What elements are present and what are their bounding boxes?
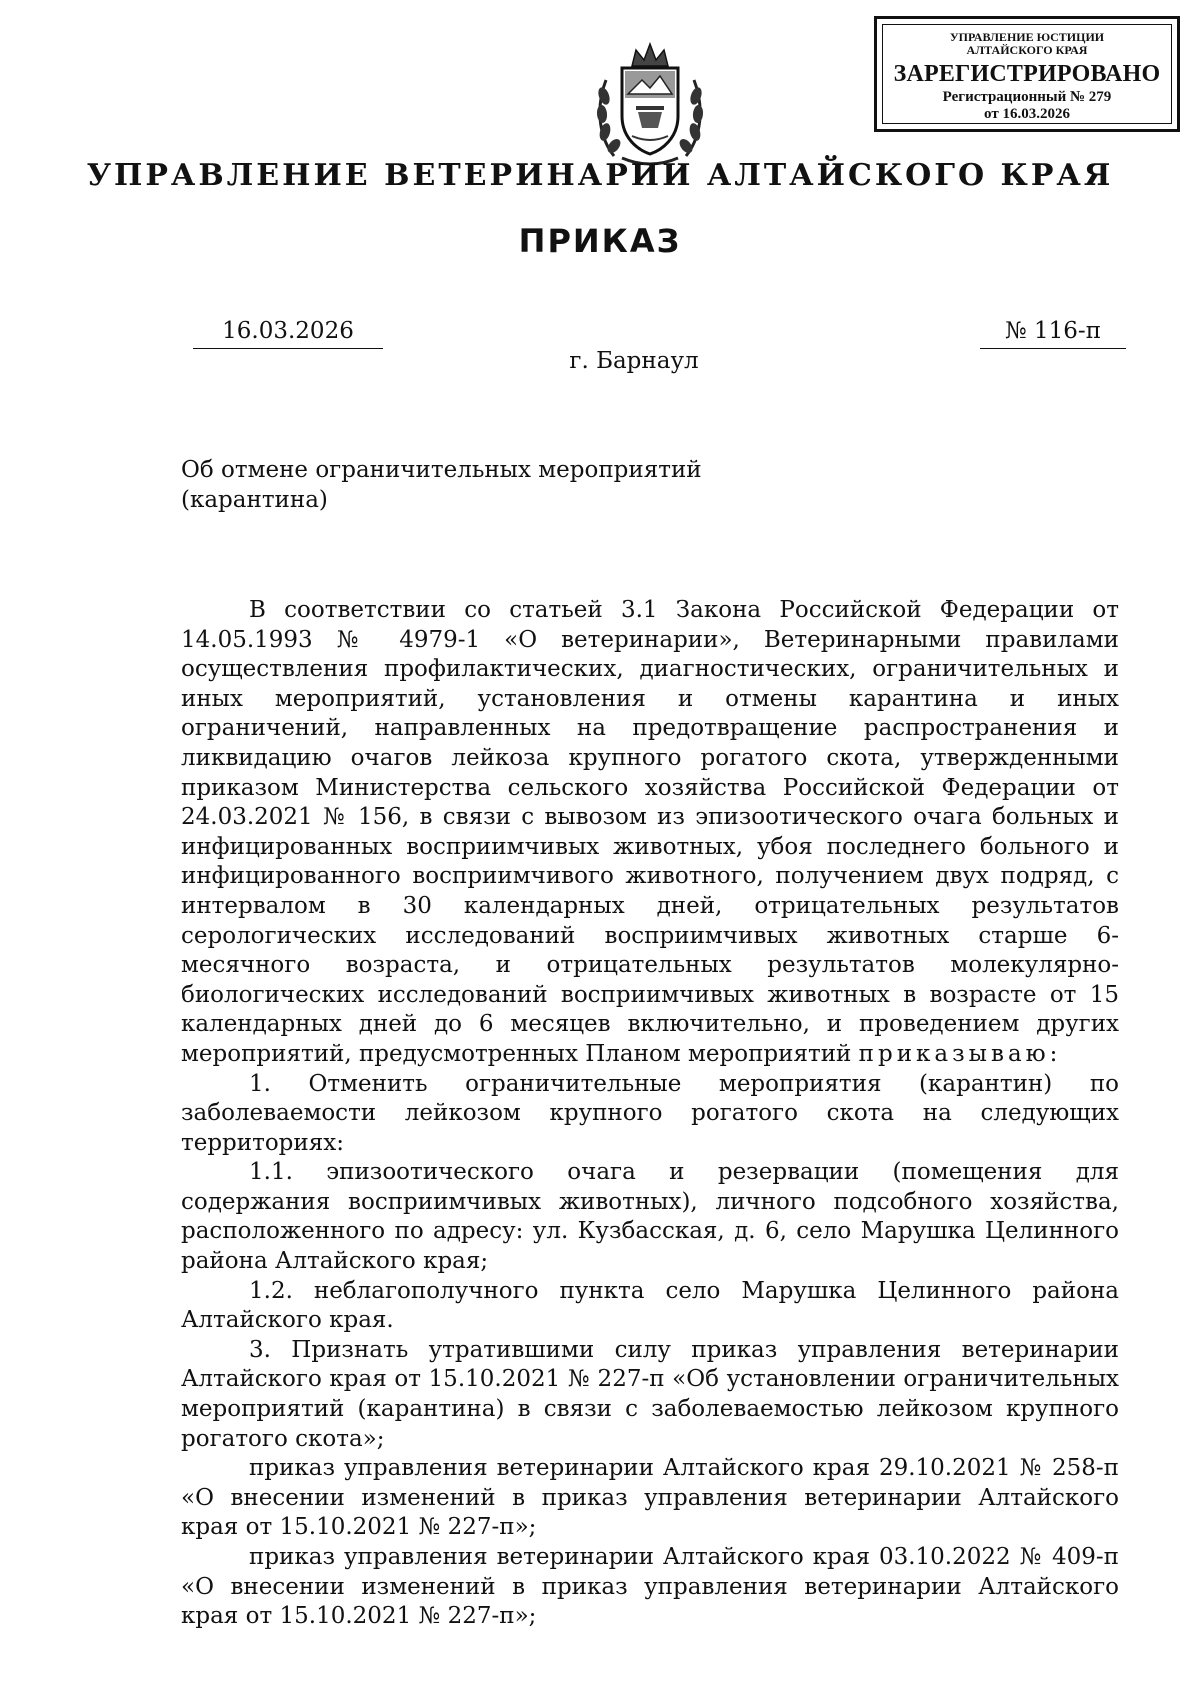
altai-krai-coat-of-arms-icon bbox=[592, 36, 708, 172]
organization-title: УПРАВЛЕНИЕ ВЕТЕРИНАРИИ АЛТАЙСКОГО КРАЯ bbox=[86, 158, 1114, 193]
clause-1-2: 1.2. неблагополучного пункта село Марушка Целинного района Алтайского края. bbox=[181, 1277, 1119, 1334]
order-directive-word: приказываю: bbox=[858, 1040, 1062, 1067]
stamp-registration-number: Регистрационный № 279 bbox=[942, 89, 1112, 105]
order-subject bbox=[181, 455, 702, 515]
clause-3-repealed-order-b: приказ управления ветеринарии Алтайского края 03.10.2022 № 409-п «О внесении изменений в приказ управления ветеринарии Алтайского края от 15.10.2021 № 227-п»; bbox=[181, 1544, 1119, 1630]
preamble-paragraph bbox=[181, 596, 1119, 1070]
clause-1: 1. Отменить ограничительные мероприятия (карантин) по заболеваемости лейкозом крупного рогатого скота на следующих территориях: bbox=[181, 1070, 1119, 1156]
registration-stamp bbox=[874, 16, 1180, 132]
order-date: 16.03.2026 bbox=[193, 316, 383, 349]
clause-1-1: 1.1. эпизоотического очага и резервации (помещения для содержания восприимчивых животных), личного подсобного хозяйства, расположенного по адресу: ул. Кузбасская, д. 6, село Марушка Целинного района Алтайского края; bbox=[181, 1159, 1119, 1275]
document-type-title: ПРИКАЗ bbox=[518, 222, 682, 260]
clause-3-repealed-order-a: приказ управления ветеринарии Алтайского края 29.10.2021 № 258-п «О внесении изменений в приказ управления ветеринарии Алтайского края от 15.10.2021 № 227-п»; bbox=[181, 1455, 1119, 1541]
clause-3: 3. Признать утратившими силу приказ управления ветеринарии Алтайского края от 15.10.2021 № 227-п «Об установлении ограничительных мероприятий (карантина) в связи с заболеваемостью лейкозом крупного рогатого скота»; bbox=[181, 1336, 1119, 1452]
order-number: № 116-п bbox=[980, 316, 1126, 349]
stamp-region: АЛТАЙСКОГО КРАЯ bbox=[966, 43, 1088, 57]
order-subject-line1: Об отмене ограничительных мероприятий bbox=[181, 457, 702, 483]
coat-of-arms-drawing bbox=[592, 36, 708, 172]
stamp-authority: УПРАВЛЕНИЕ ЮСТИЦИИ bbox=[949, 30, 1105, 44]
registration-stamp-inner bbox=[882, 24, 1172, 124]
stamp-registration-date: от 16.03.2026 bbox=[984, 106, 1070, 122]
order-city: г. Барнаул bbox=[569, 348, 699, 374]
stamp-registered-label: ЗАРЕГИСТРИРОВАНО bbox=[893, 61, 1161, 87]
preamble-text: В соответствии со статьей 3.1 Закона Российской Федерации от 14.05.1993 № 4979-1 «О ветеринарии», Ветеринарными правилами осуществления профилактических, диагностических, ограничительных и иных мероприятий, установления и отмены карантина и иных ограничений, направленных на предотвращение распространения и ликвидацию очагов лейкоза крупного рогатого скота, утвержденными приказом Министерства сельского хозяйства Российской Федерации от 24.03.2021 № 156, в связи с вывозом из эпизоотического очага больных и инфицированных восприимчивых животных, убоя последнего больного и инфицированного восприимчивого животного, получением двух подряд, с интервалом в 30 календарных дней, отрицательных результатов серологических исследований восприимчивых животных старше 6-месячного возраста, и отрицательных результатов молекулярно-биологических исследований восприимчивых животных в возрасте от 15 календарных дней до 6 месяцев включительно, и проведением других мероприятий, предусмотренных Планом мероприятий bbox=[181, 597, 1119, 1067]
order-body bbox=[181, 596, 1119, 1632]
order-subject-line2: (карантина) bbox=[181, 487, 328, 513]
